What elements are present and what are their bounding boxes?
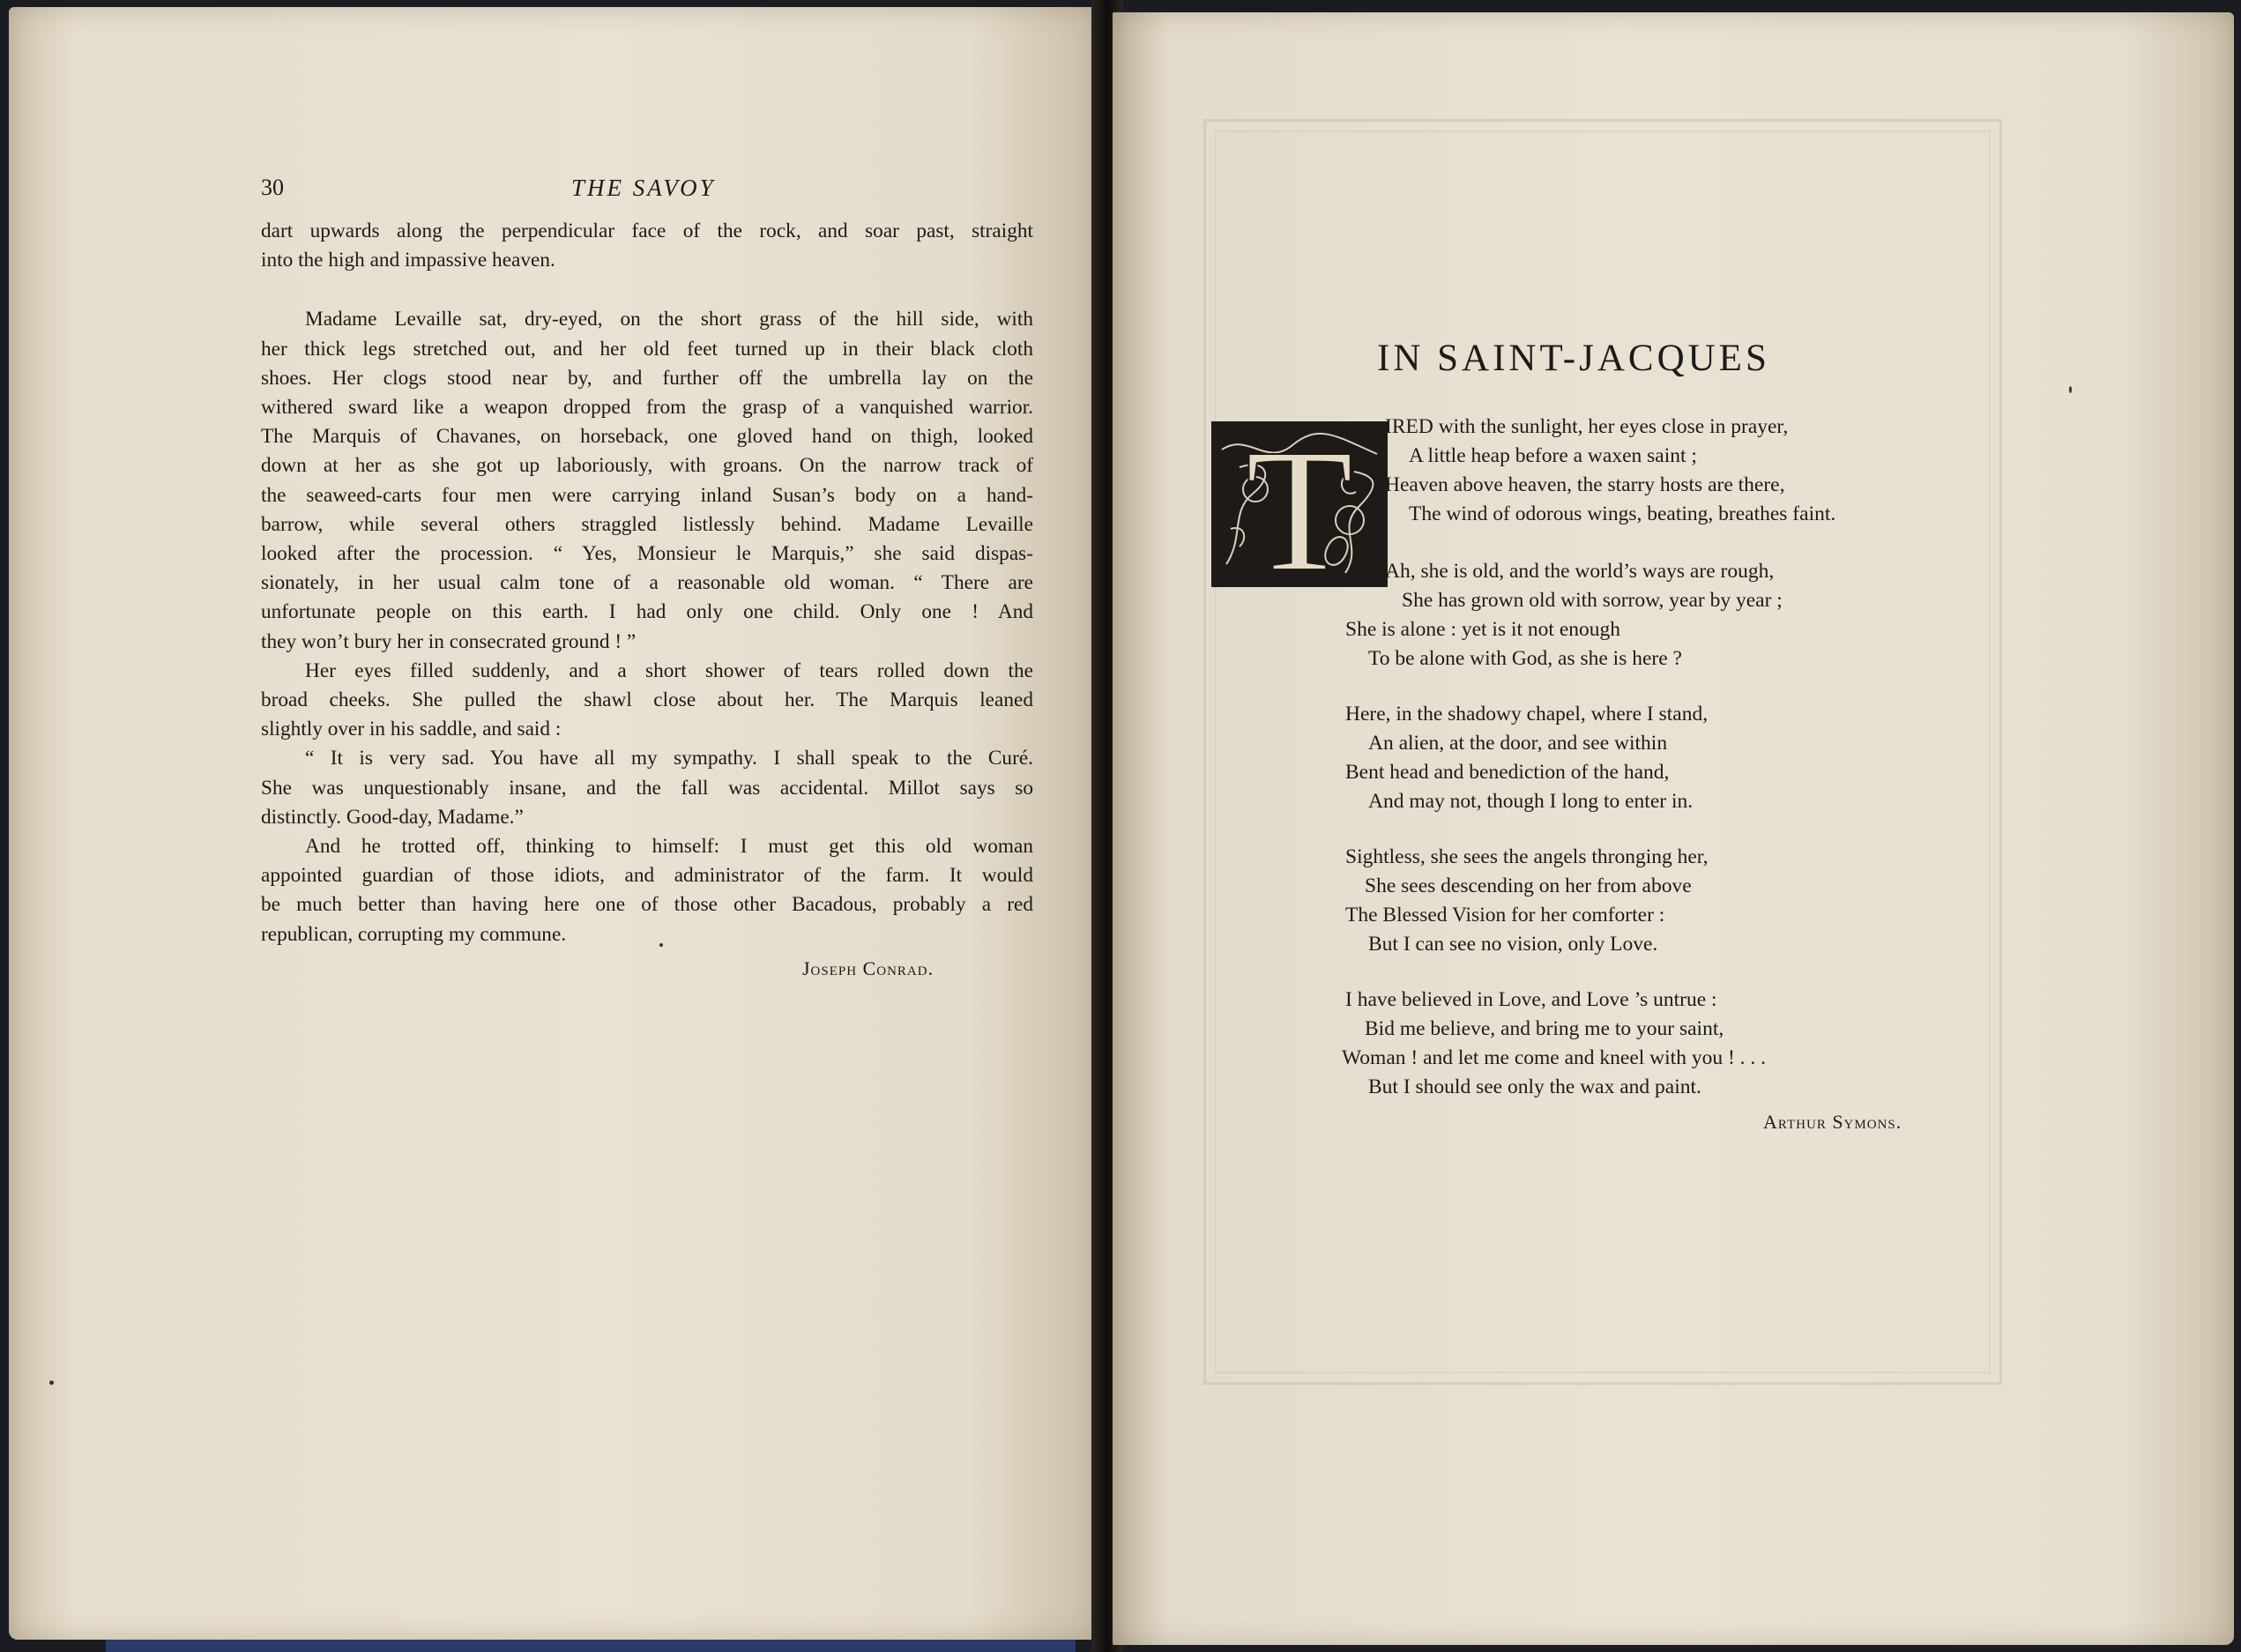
dropcap-ornament-icon (1213, 423, 1386, 585)
paper-speck (49, 1380, 54, 1385)
poem-line: A little heap before a waxen saint ; (1409, 444, 1697, 467)
text-line: her thick legs stretched out, and her old feet turned up in their black cloth (261, 337, 1033, 361)
text-line: “ It is very sad. You have all my sympathy. I shall speak to the Curé. (305, 747, 1033, 770)
ornamental-dropcap (1211, 421, 1388, 587)
poem-line: She sees descending on her from above (1365, 874, 1692, 897)
text-line: Madame Levaille sat, dry-eyed, on the short grass of the hill side, with (305, 308, 1033, 331)
author-signature: Arthur Symons. (1763, 1111, 1902, 1133)
running-title: THE SAVOY (571, 175, 716, 201)
text-line: sionately, in her usual calm tone of a reasonable old woman. “ There are (261, 571, 1033, 595)
text-line: looked after the procession. “ Yes, Monsieur le Marquis,” she said dispas- (261, 542, 1033, 566)
poem-line: But I can see no vision, only Love. (1368, 933, 1658, 956)
text-line: unfortunate people on this earth. I had only one child. Only one ! And (261, 600, 1033, 624)
poem-line: The wind of odorous wings, beating, breathes faint. (1409, 502, 1836, 525)
text-line: barrow, while several others straggled listlessly behind. Madame Levaille (261, 512, 1033, 536)
text-line: republican, corrupting my commune. (261, 922, 567, 946)
text-line: appointed guardian of those idiots, and administrator of the farm. It would (261, 864, 1033, 888)
poem-line: Ah, she is old, and the world’s ways are rough, (1385, 560, 1775, 583)
text-line: be much better than having here one of those other Bacadous, probably a red (261, 893, 1033, 917)
poem-line: Here, in the shadowy chapel, where I stand, (1345, 703, 1709, 726)
running-head (0, 175, 1091, 210)
poem-line: And may not, though I long to enter in. (1368, 790, 1694, 813)
poem-line: She is alone : yet is it not enough (1345, 618, 1620, 641)
prose-column (261, 217, 1033, 949)
paper-speck (659, 943, 663, 947)
dropcap-letter: T (1245, 423, 1354, 585)
poem-title: IN SAINT-JACQUES (1377, 338, 1770, 379)
poem-line: IRED with the sunlight, her eyes close in prayer, (1385, 415, 1789, 438)
text-line: Her eyes filled suddenly, and a short shower of tears rolled down the (305, 659, 1033, 682)
text-line: they won’t bury her in consecrated ground ! ” (261, 629, 637, 653)
text-line: She was unquestionably insane, and the fall was accidental. Millot says so (261, 776, 1033, 800)
poem-line: Sightless, she sees the angels thronging her, (1345, 845, 1709, 868)
text-line: dart upwards along the perpendicular face of the rock, and soar past, straight (261, 220, 1033, 242)
poem-line: To be alone with God, as she is here ? (1368, 647, 1682, 670)
poem-line: Heaven above heaven, the starry hosts are there, (1385, 473, 1785, 496)
text-line: shoes. Her clogs stood near by, and further off the umbrella lay on the (261, 366, 1033, 390)
text-line: And he trotted off, thinking to himself: I must get this old woman (305, 835, 1033, 859)
text-line: distinctly. Good-day, Madame.” (261, 805, 524, 829)
poem-line: She has grown old with sorrow, year by year ; (1402, 589, 1783, 612)
poem-line: Woman ! and let me come and kneel with you ! . . . (1342, 1046, 1767, 1069)
poem-line: Bid me believe, and bring me to your saint, (1365, 1017, 1724, 1040)
text-line: slightly over in his saddle, and said : (261, 718, 562, 741)
text-line: the seaweed-carts four men were carrying inland Susan’s body on a hand- (261, 483, 1033, 507)
poem-line: The Blessed Vision for her comforter : (1345, 904, 1665, 926)
text-line: withered sward like a weapon dropped from the grasp of a vanquished warrior. (261, 396, 1033, 420)
poem-line: Bent head and benediction of the hand, (1345, 761, 1670, 784)
author-signature: Joseph Conrad. (802, 957, 934, 979)
poem-line: But I should see only the wax and paint. (1368, 1075, 1701, 1098)
poem-line: An alien, at the door, and see within (1368, 732, 1668, 755)
text-line: broad cheeks. She pulled the shawl close about her. The Marquis leaned (261, 688, 1033, 712)
text-line: into the high and impassive heaven. (261, 249, 555, 272)
page-number: 30 (261, 175, 284, 200)
text-line: down at her as she got up laboriously, with groans. On the narrow track of (261, 454, 1033, 478)
paper-speck (2069, 386, 2072, 393)
text-line: The Marquis of Chavanes, on horseback, one gloved hand on thigh, looked (261, 425, 1033, 449)
poem-line: I have believed in Love, and Love ’s untrue : (1345, 988, 1717, 1011)
